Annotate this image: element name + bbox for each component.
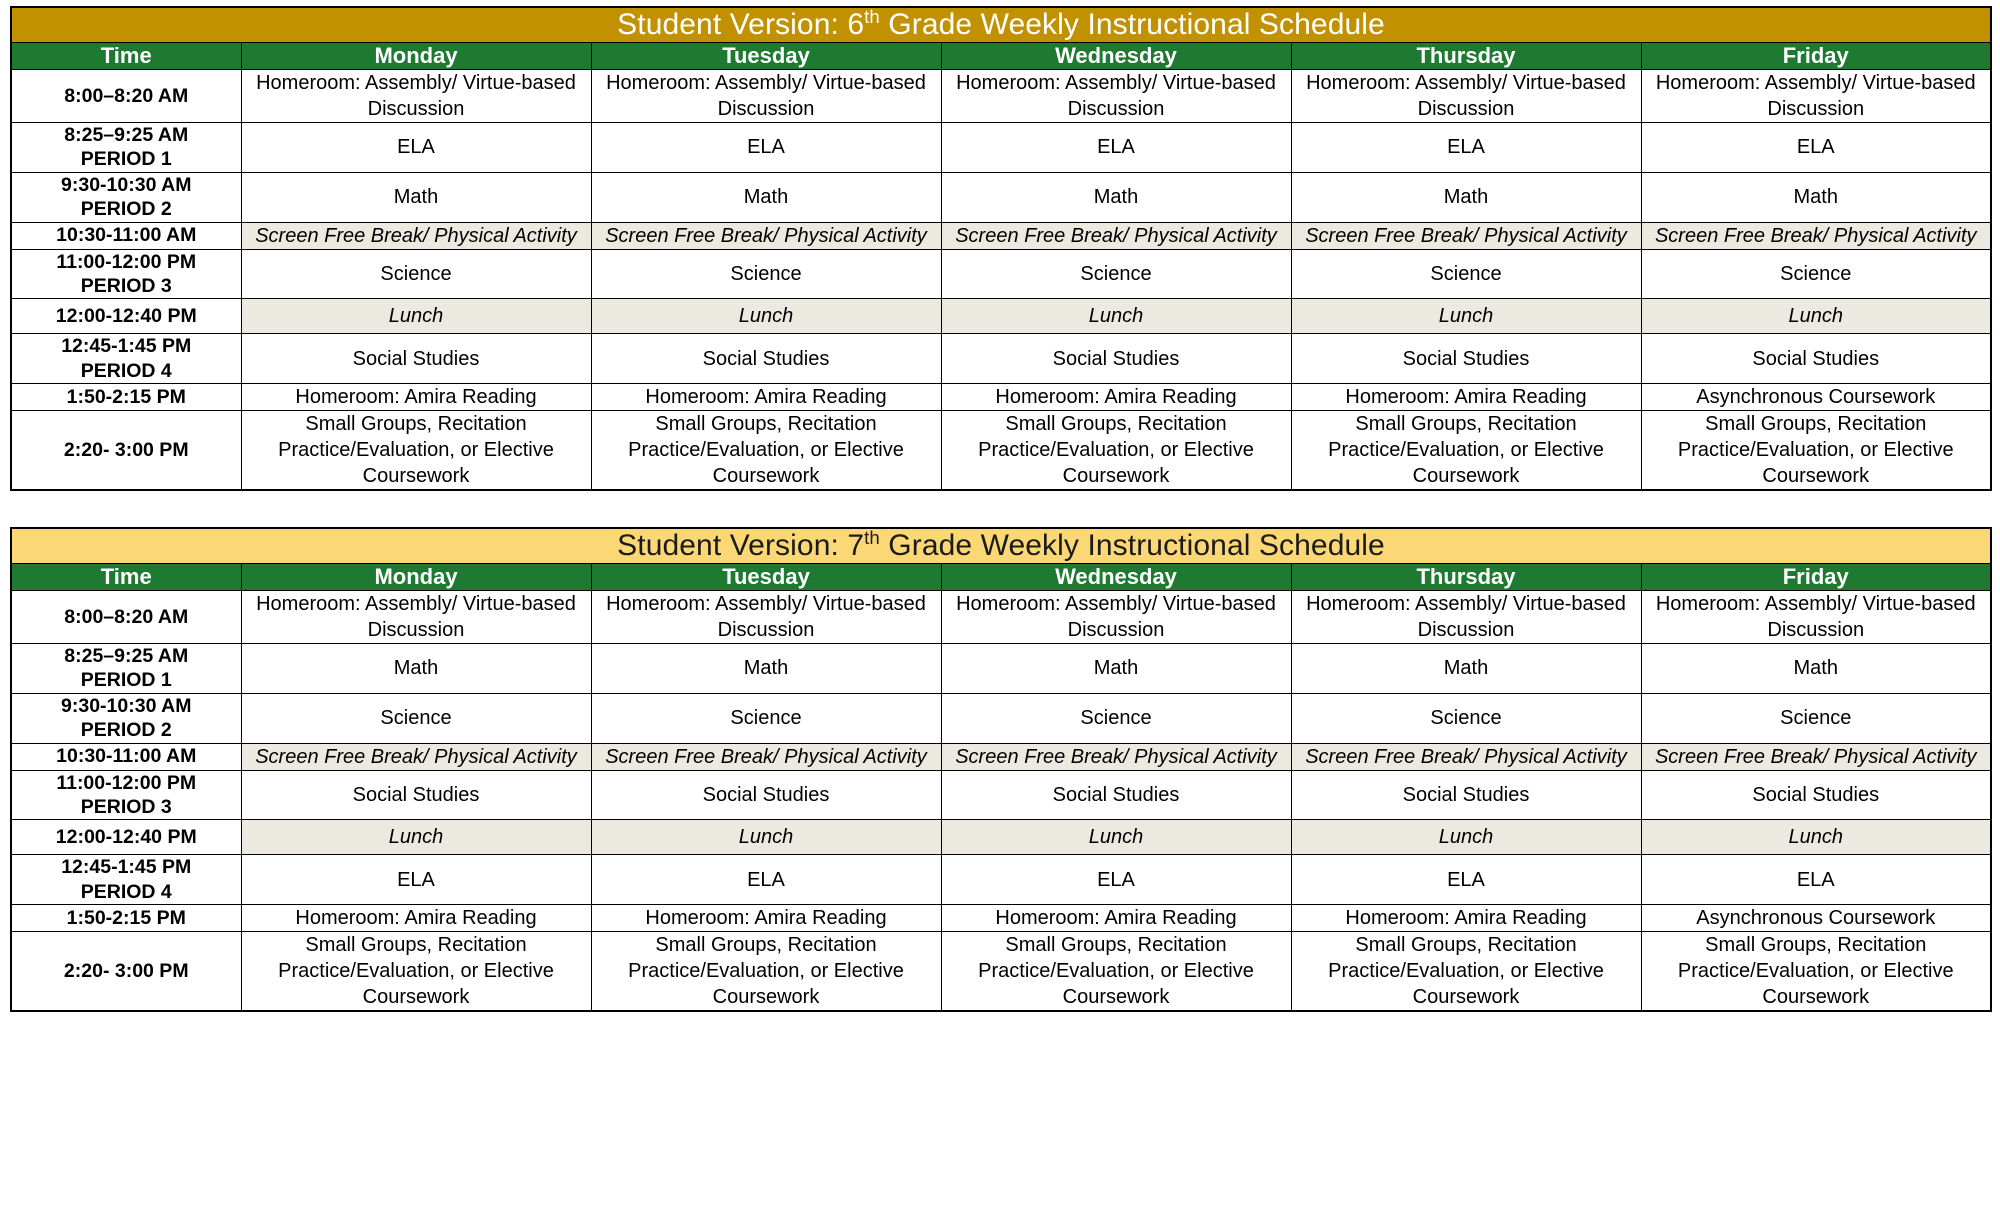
table-row [11,855,1991,905]
table-row [11,411,1991,491]
schedule-cell: Homeroom: Amira Reading [591,384,941,411]
schedule-cell: Science [941,693,1291,743]
schedule-cell: Small Groups, Recitation Practice/Evaluation, or Elective Coursework [941,411,1291,491]
time-range: 10:30-11:00 AM [56,745,197,768]
time-slot-cell [11,644,241,694]
schedule-cell: Social Studies [591,770,941,820]
schedule-cell: Math [241,644,591,694]
schedule-cell: Asynchronous Coursework [1641,905,1991,932]
period-label: PERIOD 2 [80,719,172,742]
period-label: PERIOD 1 [80,148,172,171]
table-title-prefix: Student Version: 6 [617,8,865,41]
table-title-prefix: Student Version: 7 [617,529,865,562]
schedule-cell: Social Studies [1291,334,1641,384]
column-header-day: Wednesday [941,43,1291,70]
schedule-cell: Science [1291,693,1641,743]
schedule-cell: Screen Free Break/ Physical Activity [241,743,591,770]
schedule-cell: Homeroom: Assembly/ Virtue-based Discussion [591,70,941,123]
schedule-cell: Math [1641,172,1991,222]
schedule-cell: Social Studies [1641,334,1991,384]
time-range: 12:00-12:40 PM [55,826,197,849]
schedule-cell: Lunch [941,299,1291,334]
column-header-day: Tuesday [591,43,941,70]
schedule-cell: Social Studies [941,770,1291,820]
column-header-day: Monday [241,564,591,591]
schedule-cell: Math [941,644,1291,694]
schedule-cell: Small Groups, Recitation Practice/Evaluation, or Elective Coursework [241,411,591,491]
time-range: 8:00–8:20 AM [64,605,189,628]
column-header-day: Monday [241,43,591,70]
time-range: 12:45-1:45 PM [61,856,192,879]
table-row [11,820,1991,855]
schedule-cell: Science [1641,249,1991,299]
schedule-cell: Homeroom: Amira Reading [1291,905,1641,932]
table-title-row [11,528,1991,564]
schedule-cell: Science [591,693,941,743]
time-slot-cell [11,334,241,384]
schedule-cell: Small Groups, Recitation Practice/Evaluation, or Elective Coursework [1291,932,1641,1012]
schedule-cell: Math [1291,172,1641,222]
schedule-cell: Homeroom: Amira Reading [241,905,591,932]
schedule-cell: Homeroom: Amira Reading [941,384,1291,411]
time-slot-cell [11,384,241,411]
schedule-cell: Screen Free Break/ Physical Activity [1291,743,1641,770]
weekly-schedule-table [10,6,1992,491]
schedule-cell: Homeroom: Assembly/ Virtue-based Discussion [941,70,1291,123]
period-label: PERIOD 1 [80,669,172,692]
table-title [11,528,1991,564]
schedule-cell: ELA [591,123,941,173]
schedule-cell: Screen Free Break/ Physical Activity [941,743,1291,770]
schedule-cell: Social Studies [1641,770,1991,820]
table-title-ordinal-suffix: th [864,6,880,27]
schedule-cell: Small Groups, Recitation Practice/Evaluation, or Elective Coursework [241,932,591,1012]
time-slot-cell [11,222,241,249]
table-row [11,70,1991,123]
column-header-day: Thursday [1291,564,1641,591]
schedule-cell: Math [1641,644,1991,694]
period-label: PERIOD 4 [80,359,172,382]
schedule-cell: Screen Free Break/ Physical Activity [591,743,941,770]
time-slot-cell [11,591,241,644]
schedule-cell: ELA [1641,855,1991,905]
schedule-cell: ELA [241,855,591,905]
schedule-cell: Science [241,249,591,299]
schedule-cell: Screen Free Break/ Physical Activity [1641,743,1991,770]
column-header-day: Tuesday [591,564,941,591]
table-row [11,743,1991,770]
time-slot-cell [11,411,241,491]
time-slot-cell [11,693,241,743]
schedule-cell: Math [1291,644,1641,694]
weekly-schedule-table [10,527,1992,1012]
time-slot-cell [11,123,241,173]
time-range: 9:30-10:30 AM [61,173,192,196]
time-slot-cell [11,172,241,222]
table-spacer [10,491,1990,527]
schedule-cell: Social Studies [1291,770,1641,820]
time-range: 8:00–8:20 AM [64,84,189,107]
schedule-cell: ELA [1641,123,1991,173]
schedule-cell: Science [1291,249,1641,299]
schedule-cell: Asynchronous Coursework [1641,384,1991,411]
time-range: 1:50-2:15 PM [66,906,186,929]
time-slot-cell [11,70,241,123]
schedule-cell: ELA [591,855,941,905]
schedule-cell: Lunch [591,820,941,855]
time-range: 11:00-12:00 PM [56,771,197,794]
table-row [11,249,1991,299]
time-range: 8:25–9:25 AM [64,645,189,667]
schedule-cell: Math [591,644,941,694]
schedule-cell: ELA [941,123,1291,173]
time-slot-cell [11,855,241,905]
table-title-suffix: Grade Weekly Instructional Schedule [879,529,1385,562]
schedule-cell: Screen Free Break/ Physical Activity [941,222,1291,249]
table-title-row [11,7,1991,43]
time-range: 11:00-12:00 PM [56,250,197,273]
table-title [11,7,1991,43]
schedule-cell: Homeroom: Amira Reading [1291,384,1641,411]
schedule-cell: Social Studies [241,334,591,384]
time-range: 12:45-1:45 PM [61,335,192,358]
time-range: 9:30-10:30 AM [61,694,192,717]
table-header-row [11,43,1991,70]
time-slot-cell [11,932,241,1012]
table-row [11,644,1991,694]
time-range: 1:50-2:15 PM [66,385,186,408]
period-label: PERIOD 3 [80,274,172,297]
time-slot-cell [11,905,241,932]
schedule-cell: Social Studies [591,334,941,384]
schedule-cell: Screen Free Break/ Physical Activity [591,222,941,249]
schedule-cell: Lunch [241,820,591,855]
table-header-row [11,564,1991,591]
time-range: 8:25–9:25 AM [64,124,189,146]
schedule-cell: Small Groups, Recitation Practice/Evaluation, or Elective Coursework [1641,411,1991,491]
schedule-cell: Lunch [591,299,941,334]
time-range: 12:00-12:40 PM [55,305,197,328]
table-row [11,334,1991,384]
schedule-cell: Math [241,172,591,222]
schedule-cell: Lunch [941,820,1291,855]
schedule-tables-container [10,6,1990,1012]
time-slot-cell [11,743,241,770]
schedule-cell: Lunch [1641,820,1991,855]
schedule-cell: ELA [941,855,1291,905]
schedule-cell: Science [941,249,1291,299]
table-row [11,905,1991,932]
period-label: PERIOD 3 [80,795,172,818]
column-header-day: Thursday [1291,43,1641,70]
schedule-cell: Small Groups, Recitation Practice/Evaluation, or Elective Coursework [591,932,941,1012]
schedule-cell: Small Groups, Recitation Practice/Evaluation, or Elective Coursework [1291,411,1641,491]
schedule-cell: Homeroom: Assembly/ Virtue-based Discussion [1641,70,1991,123]
schedule-cell: Lunch [1641,299,1991,334]
column-header-day: Friday [1641,43,1991,70]
schedule-cell: Screen Free Break/ Physical Activity [1641,222,1991,249]
schedule-cell: Small Groups, Recitation Practice/Evaluation, or Elective Coursework [941,932,1291,1012]
schedule-cell: ELA [241,123,591,173]
schedule-cell: Lunch [241,299,591,334]
schedule-cell: Homeroom: Assembly/ Virtue-based Discussion [241,591,591,644]
schedule-cell: Science [241,693,591,743]
schedule-cell: Homeroom: Amira Reading [241,384,591,411]
schedule-cell: Screen Free Break/ Physical Activity [241,222,591,249]
table-row [11,123,1991,173]
schedule-cell: Homeroom: Assembly/ Virtue-based Discussion [1641,591,1991,644]
table-row [11,591,1991,644]
schedule-cell: Homeroom: Assembly/ Virtue-based Discussion [1291,591,1641,644]
schedule-cell: Homeroom: Amira Reading [941,905,1291,932]
period-label: PERIOD 2 [80,198,172,221]
schedule-cell: Lunch [1291,820,1641,855]
schedule-cell: Small Groups, Recitation Practice/Evaluation, or Elective Coursework [591,411,941,491]
table-title-suffix: Grade Weekly Instructional Schedule [879,8,1385,41]
schedule-cell: Homeroom: Assembly/ Virtue-based Discussion [591,591,941,644]
schedule-cell: Homeroom: Assembly/ Virtue-based Discussion [1291,70,1641,123]
time-slot-cell [11,249,241,299]
schedule-cell: Social Studies [241,770,591,820]
table-row [11,172,1991,222]
schedule-cell: Social Studies [941,334,1291,384]
schedule-cell: Homeroom: Assembly/ Virtue-based Discussion [241,70,591,123]
time-slot-cell [11,820,241,855]
schedule-cell: Math [941,172,1291,222]
column-header-day: Wednesday [941,564,1291,591]
column-header-time: Time [11,564,241,591]
time-range: 2:20- 3:00 PM [63,959,189,982]
schedule-cell: Lunch [1291,299,1641,334]
schedule-cell: Homeroom: Assembly/ Virtue-based Discussion [941,591,1291,644]
time-range: 2:20- 3:00 PM [63,438,189,461]
schedule-cell: Science [591,249,941,299]
schedule-cell: ELA [1291,855,1641,905]
table-row [11,932,1991,1012]
schedule-cell: Math [591,172,941,222]
time-range: 10:30-11:00 AM [56,224,197,247]
schedule-cell: ELA [1291,123,1641,173]
schedule-cell: Science [1641,693,1991,743]
schedule-cell: Screen Free Break/ Physical Activity [1291,222,1641,249]
table-row [11,384,1991,411]
table-row [11,693,1991,743]
table-row [11,299,1991,334]
table-row [11,222,1991,249]
schedule-cell: Small Groups, Recitation Practice/Evaluation, or Elective Coursework [1641,932,1991,1012]
column-header-time: Time [11,43,241,70]
table-title-ordinal-suffix: th [864,527,880,548]
time-slot-cell [11,770,241,820]
schedule-cell: Homeroom: Amira Reading [591,905,941,932]
table-row [11,770,1991,820]
time-slot-cell [11,299,241,334]
column-header-day: Friday [1641,564,1991,591]
period-label: PERIOD 4 [80,880,172,903]
